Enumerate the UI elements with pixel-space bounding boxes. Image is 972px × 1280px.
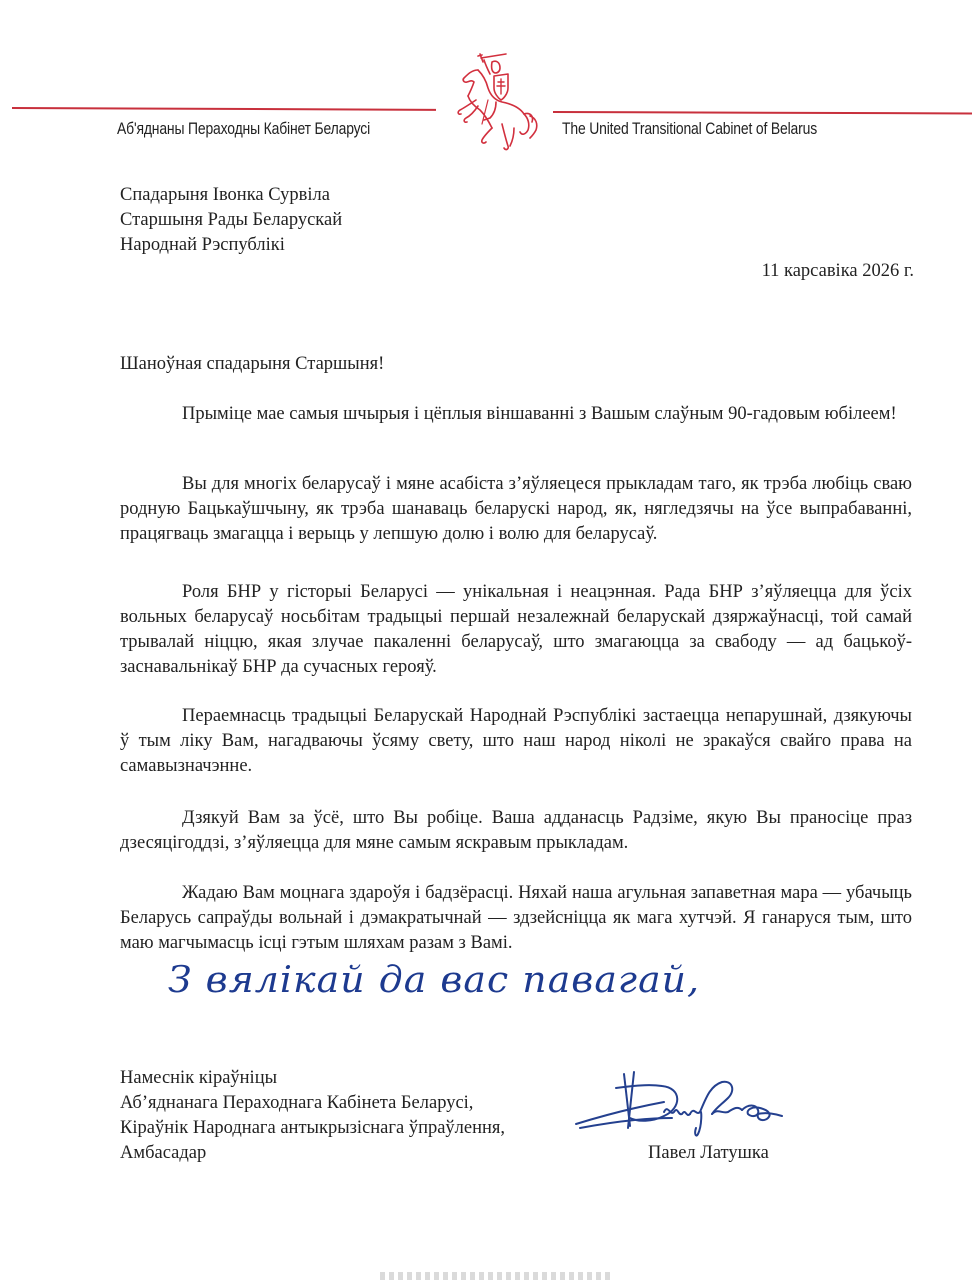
signer-title-line: Намеснік кіраўніцы xyxy=(120,1068,278,1088)
addressee-block xyxy=(120,183,342,258)
addressee-line: Спадарыня Івонка Сурвіла xyxy=(120,185,330,205)
body-paragraph: Прыміце мае самыя шчырыя і цёплыя віншаванні з Вашым слаўным 90-гадовым юбілеем! xyxy=(182,404,897,424)
body-paragraph: Роля БНР у гісторыі Беларусі — унікальная і неацэнная. Рада БНР з’яўляецца для ўсіх вольных беларусаў носьбітам традыцыі першай незалежнай беларускай дзяржаўнасці, той самай трывалай ніццю, якая злучае пакаленні беларусаў, што змагаюцца за свабоду — ад бацькоў-заснавальнікаў БНР да сучасных герояў. xyxy=(120,582,912,677)
signer-titles xyxy=(120,1066,505,1166)
salutation: Шаноўная спадарыня Старшыня! xyxy=(120,354,385,374)
body-paragraph: Дзякуй Вам за ўсё, што Вы робіце. Ваша адданасць Радзіме, якую Вы праносіце праз дзесяцігоддзі, з’яўляецца для мяне самым яскравым прыкладам. xyxy=(120,808,912,853)
addressee-line: Старшыня Рады Беларускай xyxy=(120,210,343,230)
body-paragraph: Жадаю Вам моцнага здароўя і бадзёрасці. Няхай наша агульная запаветная мара — убачыць Беларусь сапраўды вольнай і дэмакратычнай — здзейсніцца як мага хутчэй. Я ганаруся тым, што маю магчымасць ісці гэтым шляхам разам з Вамі. xyxy=(120,883,912,953)
body-paragraph: Пераемнасць традыцыі Беларускай Народнай Рэспублікі застаецца непарушнай, дзякуючы ў тым ліку Вам, нагадваючы ўсяму свету, што наш народ ніколі не зракаўся свайго права на самавызначэнне. xyxy=(120,706,912,776)
signer-title-line: Аб’яднанага Пераходнага Кабінета Беларусі, xyxy=(120,1093,474,1113)
org-name-belarusian: Аб'яднаны Пераходны Кабінет Беларусі xyxy=(117,119,371,138)
signer-name: Павел Латушка xyxy=(648,1143,769,1163)
signer-title-line: Амбасадар xyxy=(120,1143,207,1163)
body-paragraph: Вы для многіх беларусаў і мяне асабіста з’яўляецеся прыкладам таго, як трэба любіць сваю родную Бацькаўшчыну, як трэба шанаваць беларускі народ, як, нягледзячы на ўсе выпрабаванні, працягваць змагацца і верыць у лепшую долю і волю для беларусаў. xyxy=(120,474,912,544)
addressee-line: Народнай Рэспублікі xyxy=(120,235,285,255)
pahonia-knight-emblem-icon xyxy=(448,44,548,156)
signer-title-line: Кіраўнік Народнага антыкрызіснага ўпраўлення, xyxy=(120,1118,506,1138)
letterhead-rule-right xyxy=(553,111,972,114)
letterhead-rule-left xyxy=(12,107,436,111)
handwritten-closing-text: З вялікай да вас павагай, xyxy=(168,960,701,1001)
letter-date: 11 карсавіка 2026 г. xyxy=(761,261,914,281)
org-name-english: The United Transitional Cabinet of Belarus xyxy=(562,119,818,138)
footer-cutoff xyxy=(380,1272,610,1280)
handwritten-signature-icon xyxy=(572,1068,787,1140)
handwritten-closing xyxy=(168,960,728,1030)
